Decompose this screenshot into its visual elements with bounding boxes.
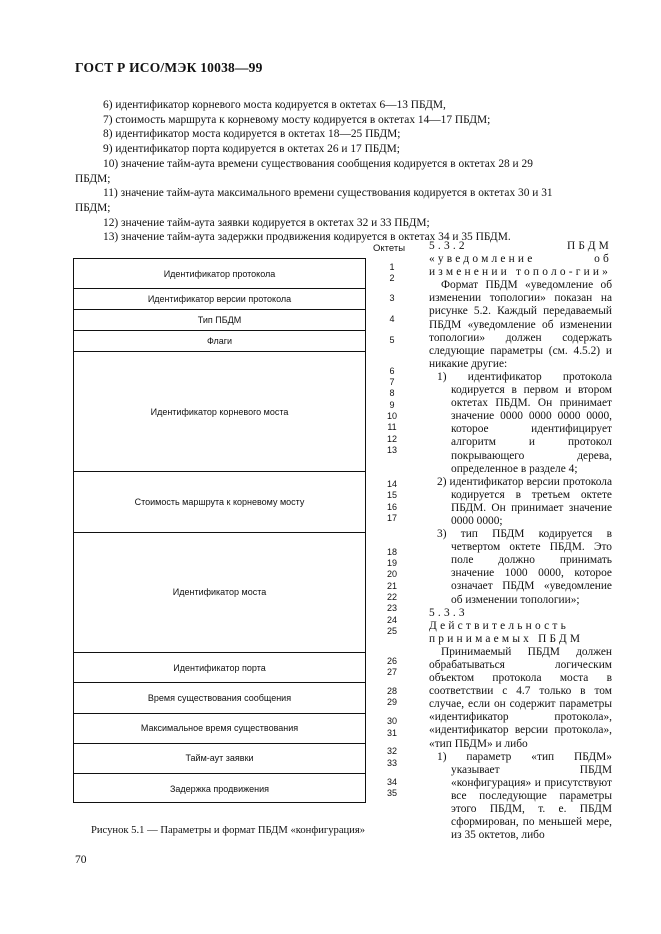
octet-number: 11 xyxy=(387,422,397,433)
list-item: 2) идентификатор версии протокола кодируется в третьем октете ПБДМ. Он принимает значение 0000 0000; xyxy=(437,475,612,527)
section-5-3-2-paragraph: Формат ПБДМ «уведомление об изменении топологии» показан на рисунке 5.2. Каждый передаваемый ПБДМ «уведомление об изменении топологии» должен содержать следующие параметры (см. 4.5.2) и никакие другие: xyxy=(429,279,612,370)
figure-caption: Рисунок 5.1 — Параметры и формат ПБДМ «конфигурация» xyxy=(91,825,366,836)
section-5-3-3-paragraph: Принимаемый ПБДМ должен обрабатываться логическим объектом протокола моста в соответствии с 4.7 только в том случае, если он содержит параметры «идентификатор протокола», «идентификатор версии протокола», «тип ПБДМ» и либо xyxy=(429,645,612,750)
list-item: 12) значение тайм-аута заявки кодируется в октетах 32 и 33 ПБДМ; xyxy=(103,216,430,229)
octet-number: 2 xyxy=(389,273,395,284)
octet-number: 35 xyxy=(386,787,397,798)
section-5-3-3-heading: 5.3.3 Действительность принимаемых ПБДМ xyxy=(429,606,584,645)
octet-number: 16 xyxy=(386,501,397,512)
octet-number: 34 xyxy=(386,776,397,787)
octet-number: 31 xyxy=(386,727,397,738)
octet-number: 25 xyxy=(386,625,397,636)
list-item: 13) значение тайм-аута задержки продвижения кодируется в октетах 34 и 35 ПБДМ. xyxy=(103,231,511,244)
section-5-3-2-heading: 5.3.2 ПБДМ «уведомление об изменении тополо-гии» xyxy=(429,240,612,279)
field-label: Флаги xyxy=(206,335,233,346)
field-label: Идентификатор порта xyxy=(173,662,266,673)
page-number: 70 xyxy=(75,854,87,866)
octet-number: 23 xyxy=(386,603,397,614)
octet-number: 13 xyxy=(386,444,397,455)
field-row xyxy=(74,472,365,532)
octet-number: 22 xyxy=(386,591,397,602)
octet-number: 33 xyxy=(386,757,397,768)
field-row xyxy=(74,289,365,310)
list-item: ПБДМ; xyxy=(75,201,111,214)
list-item: 1) параметр «тип ПБДМ» указывает ПБДМ «конфигурация» и присутствуют все последующие параметры этого ПБДМ, т. е. ПБДМ сформирован, по меньшей мере, из 35 октетов, либо xyxy=(437,750,612,842)
octet-number: 7 xyxy=(389,377,395,388)
field-label: Задержка продвижения xyxy=(169,783,269,794)
octet-number: 3 xyxy=(389,292,395,303)
octet-number: 24 xyxy=(386,614,397,625)
octet-number: 17 xyxy=(386,512,397,523)
octet-number: 20 xyxy=(386,569,397,580)
octet-number: 21 xyxy=(386,580,397,591)
octet-number: 4 xyxy=(389,313,395,324)
octet-number: 6 xyxy=(389,365,395,376)
field-row xyxy=(74,310,365,331)
octet-number: 18 xyxy=(386,546,397,557)
list-item: 10) значение тайм-аута времени существования сообщения кодируется в октетах 28 и 29 xyxy=(103,157,533,170)
field-row xyxy=(74,744,365,774)
pbdm-format-diagram xyxy=(73,258,366,803)
field-label: Идентификатор версии протокола xyxy=(147,294,292,305)
octet-number: 10 xyxy=(386,411,397,422)
octets-column-title: Октеты xyxy=(373,243,406,254)
right-text-column xyxy=(429,240,612,842)
field-row xyxy=(74,653,365,683)
octet-number: 14 xyxy=(386,478,397,489)
section-5-3-2-list xyxy=(429,371,612,607)
field-label: Время существования сообщения xyxy=(147,692,292,703)
list-item: 6) идентификатор корневого моста кодируется в октетах 6—13 ПБДМ, xyxy=(103,99,446,111)
field-row xyxy=(74,774,365,804)
list-item: 1) идентификатор протокола кодируется в первом и втором октетах ПБДМ. Он принимает значение 0000 0000 0000 0000, которое идентифицирует алгоритм и протокол покрывающего дерева, определенное в разделе 4; xyxy=(437,370,612,475)
field-label: Максимальное время существования xyxy=(140,723,299,734)
field-row xyxy=(74,352,365,473)
field-row xyxy=(74,683,365,713)
octet-number: 5 xyxy=(389,334,395,345)
octet-number: 19 xyxy=(386,558,397,569)
octet-number: 29 xyxy=(386,697,397,708)
octet-number: 26 xyxy=(386,656,397,667)
octet-number: 12 xyxy=(386,433,397,444)
parameter-list xyxy=(75,98,620,245)
octet-number: 30 xyxy=(386,716,397,727)
field-row xyxy=(74,331,365,352)
field-label: Идентификатор протокола xyxy=(163,268,276,279)
list-item: 7) стоимость маршрута к корневому мосту кодируется в октетах 14—17 ПБДМ; xyxy=(103,113,491,126)
field-label: Идентификатор корневого моста xyxy=(150,406,289,417)
octet-number: 27 xyxy=(386,667,397,678)
list-item: 11) значение тайм-аута максимального времени существования кодируется в октетах 30 и 31 xyxy=(103,187,553,200)
field-label: Тип ПБДМ xyxy=(197,314,242,325)
octet-number: 8 xyxy=(389,388,395,399)
list-item: ПБДМ; xyxy=(75,172,111,185)
field-label: Стоимость маршрута к корневому мосту xyxy=(134,497,305,508)
field-label: Идентификатор моста xyxy=(172,587,267,598)
list-item: 3) тип ПБДМ кодируется в четвертом октете ПБДМ. Это поле должно принимать значение 1000 0000, которое означает ПБДМ «уведомление об изменении топологии»; xyxy=(437,528,612,606)
field-row xyxy=(74,714,365,744)
octet-number: 32 xyxy=(386,746,397,757)
octet-number: 15 xyxy=(386,490,397,501)
octet-number: 9 xyxy=(389,399,395,410)
field-label: Тайм-аут заявки xyxy=(185,753,254,764)
octet-number: 1 xyxy=(389,261,395,272)
field-row xyxy=(74,259,365,289)
list-item: 8) идентификатор моста кодируется в октетах 18—25 ПБДМ; xyxy=(103,128,401,141)
octet-number: 28 xyxy=(386,686,397,697)
list-item: 9) идентификатор порта кодируется в октетах 26 и 17 ПБДМ; xyxy=(103,143,400,156)
section-5-3-3-list xyxy=(429,751,612,843)
field-row xyxy=(74,533,365,654)
document-header: ГОСТ Р ИСО/МЭК 10038—99 xyxy=(75,60,263,75)
